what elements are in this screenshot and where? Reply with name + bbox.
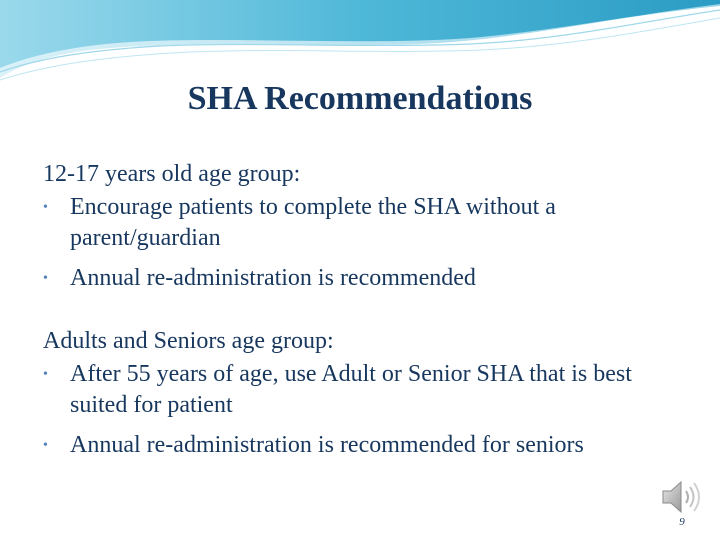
bullet-list	[43, 192, 693, 294]
list-item	[43, 192, 693, 254]
bullet-list	[43, 359, 693, 461]
bullet-icon: •	[43, 438, 48, 453]
list-item	[43, 359, 693, 421]
section-heading: Adults and Seniors age group:	[43, 328, 334, 354]
list-item	[43, 430, 693, 461]
list-item-text: After 55 years of age, use Adult or Senior SHA that is best suited for patient	[70, 361, 632, 418]
bullet-icon: •	[43, 200, 48, 215]
speaker-icon[interactable]	[657, 477, 707, 517]
page-number: 9	[679, 516, 685, 528]
list-item-text: Annual re-administration is recommended	[70, 265, 476, 291]
slide-content	[43, 158, 693, 470]
section-teens	[43, 158, 693, 294]
section-adults-seniors	[43, 325, 693, 461]
slide-title: SHA Recommendations	[187, 80, 533, 117]
list-item-text: Encourage patients to complete the SHA without a parent/guardian	[70, 194, 556, 251]
list-item	[43, 263, 693, 294]
list-item-text: Annual re-administration is recommended for seniors	[70, 432, 584, 458]
bullet-icon: •	[43, 367, 48, 382]
section-heading: 12-17 years old age group:	[43, 161, 301, 187]
bullet-icon: •	[43, 271, 48, 286]
